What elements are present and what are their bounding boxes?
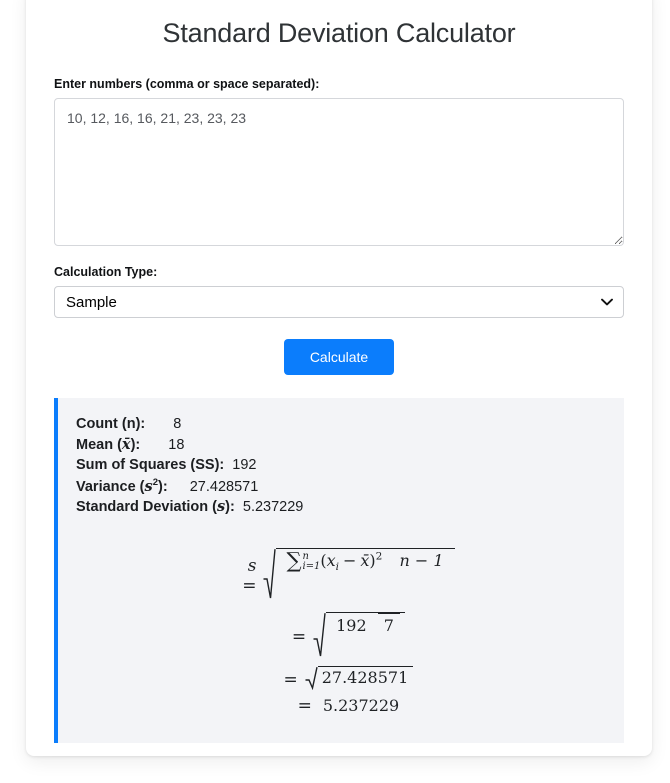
summation-icon: ∑ [286,547,302,573]
formula-radicand-3: 27.428571 [318,666,414,694]
formula-line-2 [76,612,606,662]
formula-denominator-1: n − 1 [393,548,449,570]
formula-equals-3: = [283,669,298,690]
radical-sign-icon [263,548,276,604]
result-label-variance-exp: 2 [152,476,159,488]
formula-radicand-2 [326,612,405,662]
result-value-mean: 18 [168,436,185,453]
formula-block [76,548,606,716]
formula-paren-close: ) [369,551,376,571]
result-row-mean [76,435,606,456]
formula-line-1-lhs [227,556,263,596]
formula-line-1 [76,548,606,604]
formula-line-4-lhs [283,696,319,716]
result-value-standard-deviation: 5.237229 [242,499,304,516]
formula-line-3-lhs [269,670,305,690]
result-row-count [76,414,606,435]
formula-denominator-2: 7 [378,613,400,635]
formula-result-value: 5.237229 [322,696,400,716]
result-label-mean-prefix: Mean ( [76,436,122,453]
result-label-sd-var: s [217,498,226,516]
formula-xbar: x̄ [360,551,370,571]
formula-sum-upper: n [302,550,309,562]
formula-line-4 [76,696,606,716]
result-label-mean [76,437,140,453]
calculate-button-row [54,339,624,375]
result-label-variance-var: s [144,477,153,495]
result-value-count: 8 [173,416,182,432]
result-label-variance-prefix: Variance ( [76,478,145,495]
formula-numerator-2: 192 [336,615,367,635]
calculate-button[interactable]: Calculate [284,339,394,375]
calculation-type-select[interactable] [54,286,624,318]
page-title: Standard Deviation Calculator [162,18,516,48]
formula-line-2-lhs [277,627,313,647]
formula-lhs-symbol: s [247,555,257,576]
result-row-standard-deviation [76,497,606,518]
formula-sqrt-1 [263,548,454,604]
formula-x: x [326,551,336,571]
formula-radicand-1 [276,548,454,604]
result-value-variance: 27.428571 [189,478,259,495]
formula-fraction-2 [330,616,400,635]
result-label-mean-suffix: ): [130,436,141,453]
numbers-input-label: Enter numbers (comma or space separated): [54,77,320,91]
results-panel [54,398,624,743]
result-label-variance [76,476,168,495]
radical-sign-icon [313,612,326,662]
result-label-count: Count (n): [76,416,146,432]
formula-exponent: 2 [375,550,383,563]
result-value-sum-of-squares: 192 [232,457,257,474]
result-label-sd-prefix: Standard Deviation ( [76,499,217,516]
formula-sqrt-2 [313,612,405,662]
formula-equals-2: = [291,626,307,647]
radical-sign-icon [305,666,318,694]
result-label-standard-deviation [76,499,235,515]
formula-sqrt-3 [305,666,414,694]
formula-equals-4: = [297,695,312,716]
result-row-sum-of-squares [76,455,606,476]
result-label-sd-suffix: ): [225,499,235,516]
calculator-card [26,0,652,756]
result-label-mean-var: x̄ [121,435,131,453]
formula-sum-lower: i=1 [302,560,321,572]
formula-sum-limits [303,552,321,572]
formula-numerator-1 [280,547,388,574]
result-label-variance-suffix: ): [158,478,168,495]
result-row-variance [76,476,606,497]
formula-line-3 [76,666,606,694]
formula-x-subscript: i [335,561,339,574]
result-label-sum-of-squares: Sum of Squares (SS): [76,457,225,474]
formula-equals-1: = [242,575,257,596]
calculation-type-label: Calculation Type: [54,265,158,279]
formula-fraction-1 [280,547,449,574]
calculation-type-wrap [54,286,624,318]
formula-paren-open: ( [320,551,327,571]
formula-minus: − [342,551,357,571]
numbers-input[interactable] [54,98,624,246]
